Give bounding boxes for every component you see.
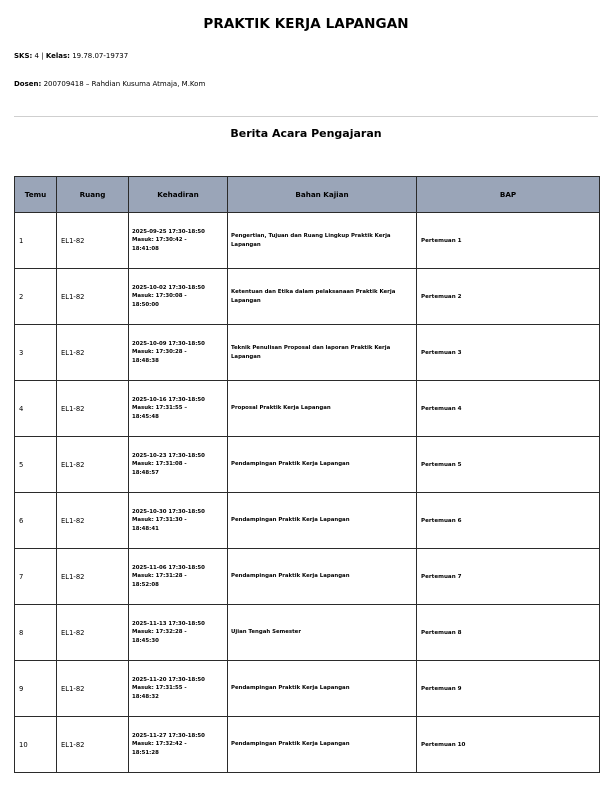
attendance-checkin: Masuk: 17:31:55 – (132, 405, 188, 412)
divider (14, 116, 598, 117)
cell-bahan-kajian: Pendampingan Praktik Kerja Lapangan (228, 661, 417, 717)
cell-bap: Pertemuan 2 (417, 269, 600, 325)
attendance-checkout: 18:48:38 (132, 357, 159, 364)
attendance-checkin: Masuk: 17:31:28 - (132, 573, 187, 580)
cell-ruang: EL1-82 (57, 269, 129, 325)
attendance-schedule: 2025-10-02 17:30-18:50 (132, 284, 205, 291)
attendance-checkin: Masuk: 17:30:08 - (132, 293, 187, 300)
cell-bap: Pertemuan 5 (417, 437, 600, 493)
header-temu: Temu (15, 177, 57, 213)
attendance-checkout: 18:41:08 (132, 245, 159, 252)
attendance-checkin: Masuk: 17:32:28 - (132, 629, 187, 636)
attendance-checkin: Masuk: 17:30:28 - (132, 349, 187, 356)
cell-temu: 10 (15, 717, 57, 773)
cell-ruang: EL1-82 (57, 381, 129, 437)
header-kehadiran: Kehadiran (129, 177, 228, 213)
attendance-checkin: Masuk: 17:31:08 - (132, 461, 187, 468)
attendance-checkin: Masuk: 17:32:42 - (132, 741, 187, 748)
cell-ruang: EL1-82 (57, 493, 129, 549)
table-row (15, 381, 600, 437)
cell-bap: Pertemuan 6 (417, 493, 600, 549)
cell-ruang: EL1-82 (57, 437, 129, 493)
cell-kehadiran (129, 661, 228, 717)
header-bap: BAP (417, 177, 600, 213)
attendance-schedule: 2025-09-25 17:30-18:50 (132, 228, 205, 235)
table-row (15, 325, 600, 381)
sks-label: SKS: (14, 52, 33, 60)
cell-temu: 7 (15, 549, 57, 605)
dosen-label: Dosen: (14, 80, 42, 88)
table-row (15, 549, 600, 605)
cell-kehadiran (129, 717, 228, 773)
cell-bahan-kajian: Pendampingan Praktik Kerja Lapangan (228, 549, 417, 605)
cell-temu: 1 (15, 213, 57, 269)
cell-temu: 3 (15, 325, 57, 381)
attendance-checkout: 18:52:08 (132, 581, 159, 588)
header-ruang: Ruang (57, 177, 129, 213)
attendance-checkout: 18:50:00 (132, 301, 159, 308)
cell-bap: Pertemuan 4 (417, 381, 600, 437)
attendance-schedule: 2025-11-06 17:30-18:50 (132, 564, 205, 571)
cell-bahan-kajian: Teknik Penulisan Proposal dan laporan Praktik Kerja Lapangan (228, 325, 417, 381)
lecturer-line (14, 80, 205, 88)
cell-kehadiran (129, 269, 228, 325)
table-row (15, 437, 600, 493)
cell-kehadiran (129, 605, 228, 661)
cell-temu: 2 (15, 269, 57, 325)
cell-bap: Pertemuan 3 (417, 325, 600, 381)
kelas-label: Kelas: (45, 52, 70, 60)
attendance-checkout: 18:45:48 (132, 413, 159, 420)
cell-temu: 4 (15, 381, 57, 437)
cell-kehadiran (129, 493, 228, 549)
table-header-row (15, 177, 600, 213)
cell-bahan-kajian: Pendampingan Praktik Kerja Lapangan (228, 717, 417, 773)
attendance-checkin: Masuk: 17:31:30 - (132, 517, 187, 524)
cell-bahan-kajian: Ketentuan dan Etika dalam pelaksanaan Praktik Kerja Lapangan (228, 269, 417, 325)
attendance-schedule: 2025-10-09 17:30-18:50 (132, 340, 205, 347)
section-title: Berita Acara Pengajaran (230, 127, 382, 140)
cell-temu: 5 (15, 437, 57, 493)
cell-bap: Pertemuan 1 (417, 213, 600, 269)
cell-kehadiran (129, 213, 228, 269)
cell-ruang: EL1-82 (57, 717, 129, 773)
table-row (15, 717, 600, 773)
cell-bap: Pertemuan 10 (417, 717, 600, 773)
cell-ruang: EL1-82 (57, 605, 129, 661)
table-row (15, 213, 600, 269)
cell-ruang: EL1-82 (57, 213, 129, 269)
cell-ruang: EL1-82 (57, 661, 129, 717)
cell-temu: 6 (15, 493, 57, 549)
attendance-schedule: 2025-10-30 17:30-18:50 (132, 508, 205, 515)
cell-temu: 8 (15, 605, 57, 661)
sks-value: 4 (34, 52, 40, 60)
info-separator: | (41, 52, 44, 60)
attendance-checkin: Masuk: 17:30:42 - (132, 237, 187, 244)
table-row (15, 493, 600, 549)
table-row (15, 605, 600, 661)
dosen-value: 200709418 – Rahdian Kusuma Atmaja, M.Kom (43, 80, 206, 88)
attendance-checkin: Masuk: 17:31:55 - (132, 685, 187, 692)
table-row (15, 269, 600, 325)
attendance-checkout: 18:45:30 (132, 637, 159, 644)
cell-kehadiran (129, 437, 228, 493)
cell-ruang: EL1-82 (57, 325, 129, 381)
cell-bap: Pertemuan 7 (417, 549, 600, 605)
attendance-checkout: 18:48:57 (132, 469, 159, 476)
attendance-schedule: 2025-11-20 17:30-18:50 (132, 676, 205, 683)
cell-bahan-kajian: Pendampingan Praktik Kerja Lapangan (228, 437, 417, 493)
attendance-schedule: 2025-11-27 17:30-18:50 (132, 732, 205, 739)
cell-bahan-kajian: Pendampingan Praktik Kerja Lapangan (228, 493, 417, 549)
cell-bahan-kajian: Proposal Praktik Kerja Lapangan (228, 381, 417, 437)
attendance-schedule: 2025-11-13 17:30-18:50 (132, 620, 205, 627)
attendance-schedule: 2025-10-23 17:30-18:50 (132, 452, 205, 459)
document-title: PRAKTIK KERJA LAPANGAN (203, 16, 409, 32)
course-info-line (14, 52, 128, 60)
kelas-value: 19.78.07-19737 (72, 52, 129, 60)
cell-bap: Pertemuan 9 (417, 661, 600, 717)
cell-bahan-kajian: Ujian Tengah Semester (228, 605, 417, 661)
cell-bahan-kajian: Pengertian, Tujuan dan Ruang Lingkup Praktik Kerja Lapangan (228, 213, 417, 269)
cell-kehadiran (129, 325, 228, 381)
cell-ruang: EL1-82 (57, 549, 129, 605)
cell-kehadiran (129, 381, 228, 437)
cell-temu: 9 (15, 661, 57, 717)
cell-kehadiran (129, 549, 228, 605)
attendance-checkout: 18:51:28 (132, 749, 159, 756)
attendance-schedule: 2025-10-16 17:30-18:50 (132, 396, 205, 403)
attendance-checkout: 18:48:41 (132, 525, 159, 532)
header-bahan-kajian: Bahan Kajian (228, 177, 417, 213)
bap-table (14, 176, 600, 773)
table-row (15, 661, 600, 717)
cell-bap: Pertemuan 8 (417, 605, 600, 661)
attendance-checkout: 18:48:32 (132, 693, 159, 700)
